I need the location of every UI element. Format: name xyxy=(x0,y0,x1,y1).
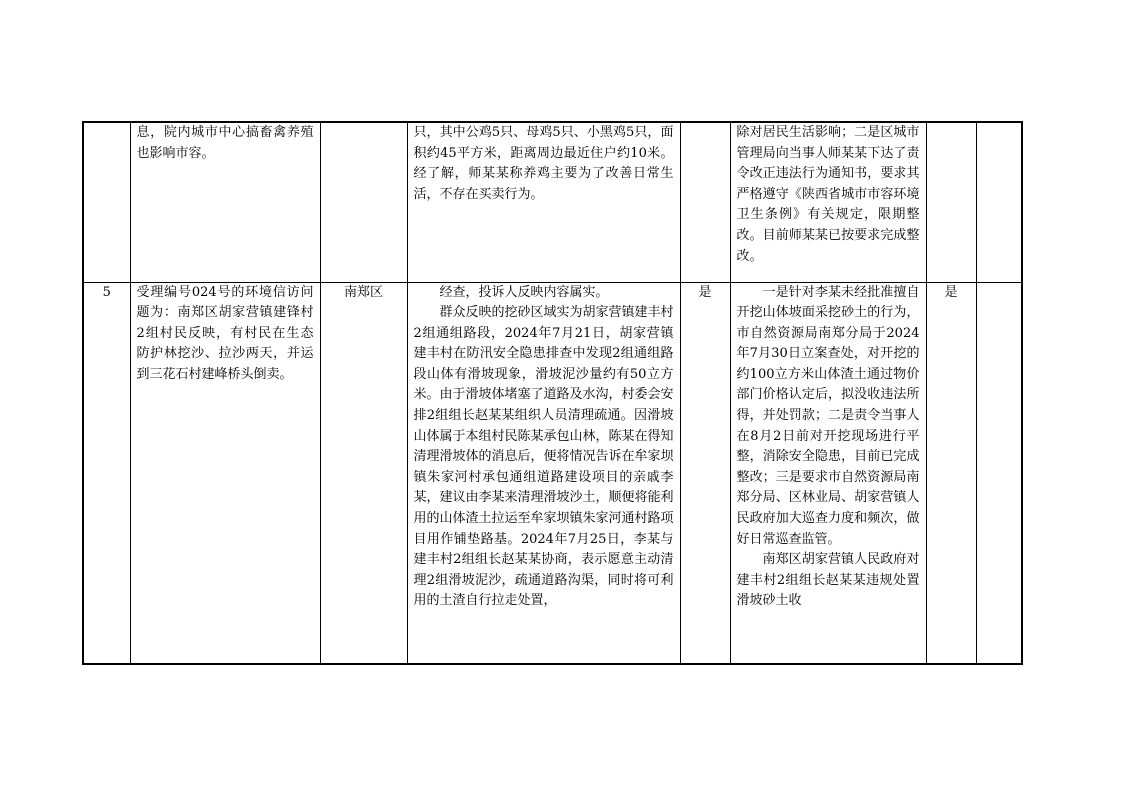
document-table xyxy=(82,121,1023,665)
verified-cell xyxy=(680,122,730,282)
row-number-cell: 5 xyxy=(83,282,130,664)
handling-cell xyxy=(730,282,926,664)
issue-text: 息，院内城市中心搞畜禽养殖也影响市容。 xyxy=(136,125,314,161)
completed-cell: 是 xyxy=(926,282,976,664)
investigation-paragraph: 经查，投诉人反映内容属实。 xyxy=(439,284,609,300)
issue-cell xyxy=(130,122,320,282)
issue-cell xyxy=(130,282,320,664)
investigation-paragraph: 群众反映的挖砂区域实为胡家营镇建丰村2组通组路段，2024年7月21日，胡家营镇建丰村在防汛安全隐患排查中发现2组通组路段山体有滑坡现象，滑坡泥沙量约有50立方米。由于滑坡体堵塞了道路及水沟，村委会安排2组组长赵某某组织人员清理疏通。因滑坡山体属于本组村民陈某承包山林，陈某在得知清理滑坡体的消息后，便将情况告诉在牟家坝镇朱家河村承包通组道路建设项目的亲戚李某，建议由李某来清理滑坡沙土，顺便将能利用的山体渣土拉运至牟家坝镇朱家河通村路项目用作铺垫路基。2024年7月25日，李某与建丰村2组组长赵某某协商，表示愿意主动清理2组滑坡泥沙，疏通道路沟渠，同时将可利用的土渣自行拉走处置， xyxy=(413,305,674,609)
handling-paragraph: 除对居民生活影响；二是区城市管理局向当事人师某某下达了责令改正违法行为通知书，要求其严格遵守《陕西省城市市容环境卫生条例》有关规定，限期整改。目前师某某已按要求完成整改。 xyxy=(736,125,920,264)
issue-text: 受理编号024号的环境信访问题为：南郑区胡家营镇建锋村2组村民反映，有村民在生态防护林挖沙、拉沙两天，并运到三花石村建峰桥头倒卖。 xyxy=(136,284,314,382)
remark-cell xyxy=(976,282,1022,664)
table-row xyxy=(83,122,1022,282)
investigation-paragraph: 只，其中公鸡5只、母鸡5只、小黑鸡5只，面积约45平方米，距离周边最近住户约10米。经了解，师某某称养鸡主要为了改善日常生活，不存在买卖行为。 xyxy=(413,125,674,202)
row-number-cell xyxy=(83,122,130,282)
remark-cell xyxy=(976,122,1022,282)
investigation-cell xyxy=(407,122,680,282)
verified-cell: 是 xyxy=(680,282,730,664)
handling-paragraph: 一是针对李某未经批准擅自开挖山体坡面采挖砂土的行为，市自然资源局南郑分局于2024年7月30日立案查处，对开挖的约100立方米山体渣土通过物价部门价格认定后，拟没收违法所得，并处罚款；二是责令当事人在8月2日前对开挖现场进行平整，消除安全隐患，目前已完成整改；三是要求市自然资源局南郑分局、区林业局、胡家营镇人民政府加大巡查力度和频次，做好日常巡查监管。 xyxy=(736,284,920,547)
investigation-cell xyxy=(407,282,680,664)
district-cell: 南郑区 xyxy=(320,282,407,664)
handling-cell xyxy=(730,122,926,282)
table-row xyxy=(83,282,1022,664)
handling-paragraph: 南郑区胡家营镇人民政府对建丰村2组组长赵某某违规处置滑坡砂土收 xyxy=(736,552,920,609)
district-cell xyxy=(320,122,407,282)
completed-cell xyxy=(926,122,976,282)
